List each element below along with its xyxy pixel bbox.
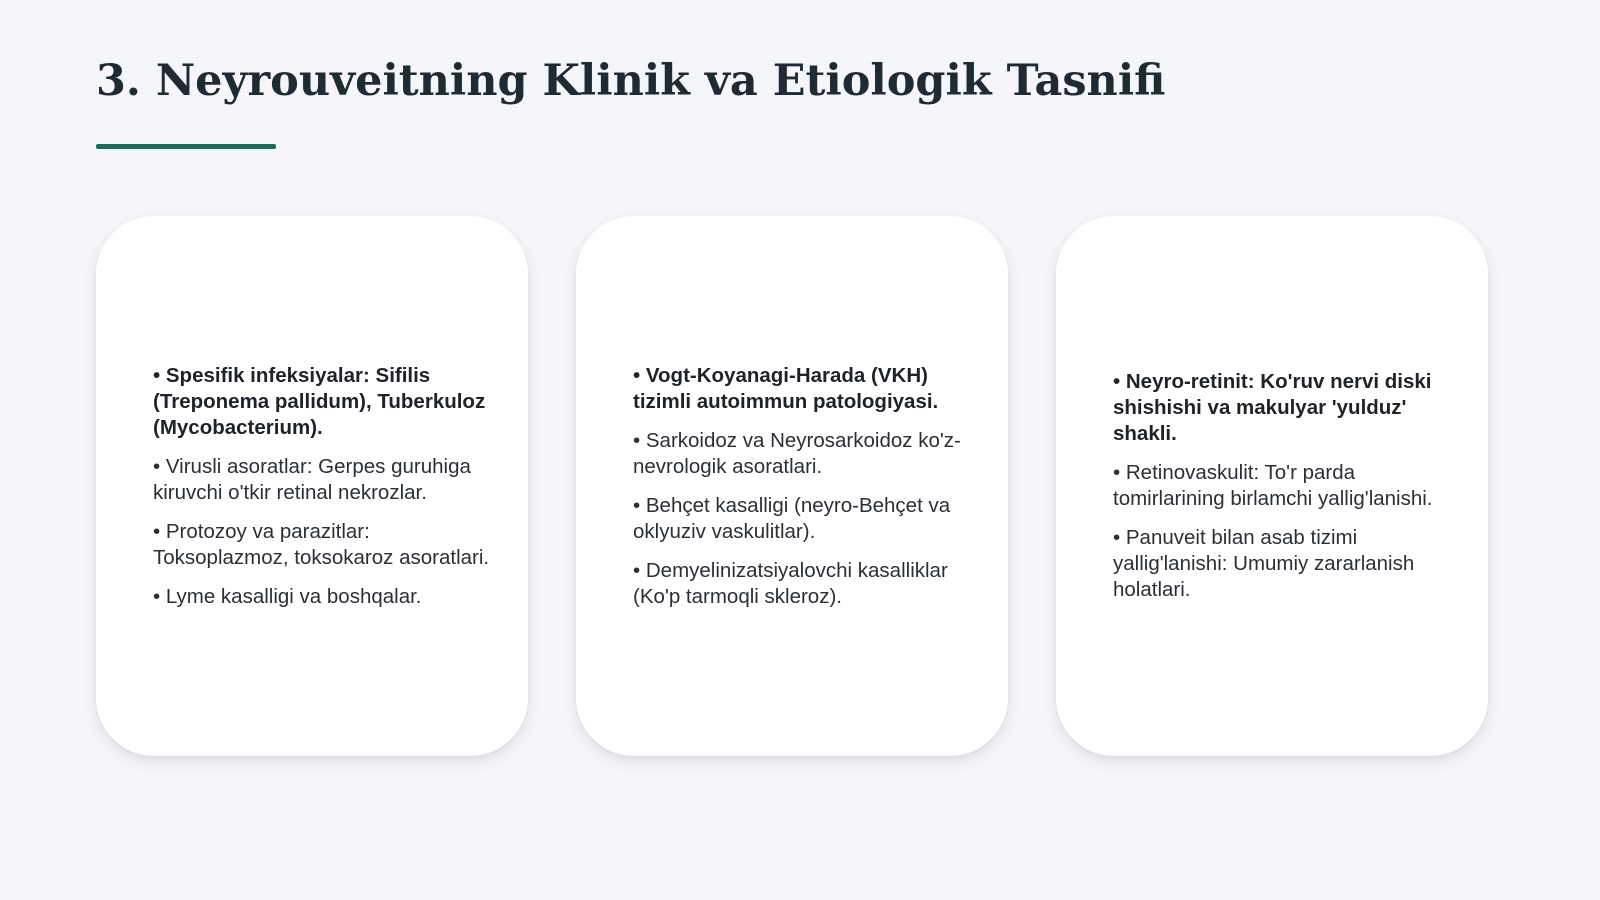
cards-row — [96, 216, 1488, 756]
card-item: • Vogt-Koyanagi-Harada (VKH) tizimli autoimmun patologiyasi. — [633, 363, 939, 413]
slide-title: 3. Neyrouveitning Klinik va Etiologik Tasnifi — [96, 56, 1166, 106]
card-item: • Panuveit bilan asab tizimi yallig'lanishi: Umumiy zararlanish holatlari. — [1113, 526, 1415, 601]
card-item: • Spesifik infeksiyalar: Sifilis (Treponema pallidum), Tuberkuloz (Mycobacterium). — [153, 363, 486, 439]
card-item: • Protozoy va parazitlar: Toksoplazmoz, toksokaroz asoratlari. — [153, 519, 490, 569]
card-list — [153, 363, 490, 610]
card-item: • Neyro-retinit: Ko'ruv nervi diski shishishi va makulyar 'yulduz' shakli. — [1113, 370, 1432, 445]
card-autoimmune — [576, 216, 1008, 756]
card-list — [1113, 369, 1450, 603]
card-item: • Sarkoidoz va Neyrosarkoidoz ko'z-nevrologik asoratlari. — [633, 428, 961, 478]
card-item: • Virusli asoratlar: Gerpes guruhiga kiruvchi o'tkir retinal nekrozlar. — [153, 454, 471, 504]
card-clinical — [1056, 216, 1488, 756]
card-item: • Lyme kasalligi va boshqalar. — [153, 584, 422, 608]
card-item: • Demyelinizatsiyalovchi kasalliklar (Ko'p tarmoqli skleroz). — [633, 558, 948, 608]
card-infectious — [96, 216, 528, 756]
card-item: • Behçet kasalligi (neyro-Behçet va oklyuziv vaskulitlar). — [633, 493, 951, 543]
card-item: • Retinovaskulit: To'r parda tomirlarining birlamchi yallig'lanishi. — [1113, 461, 1433, 510]
card-list — [633, 363, 970, 610]
title-underline — [96, 144, 276, 149]
